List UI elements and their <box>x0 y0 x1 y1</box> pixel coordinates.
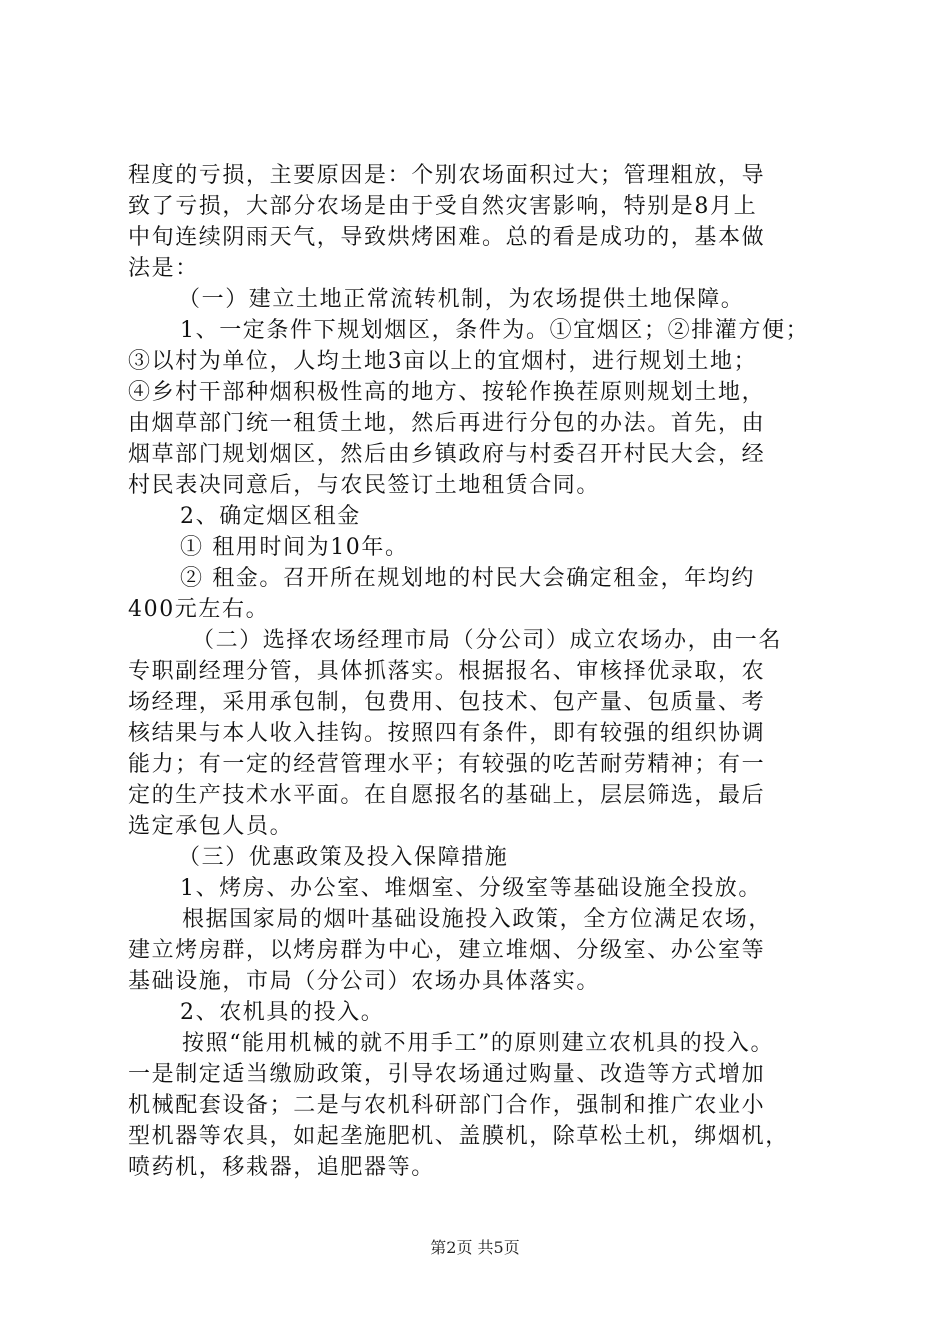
text-line: 建立烤房群，以烤房群为中心，建立堆烟、分级室、办公室等 <box>128 938 766 963</box>
text-line: 型机器等农具，如起垄施肥机、盖膜机，除草松土机，绑烟机， <box>128 1124 789 1149</box>
text-line: 1、一定条件下规划烟区，条件为。①宜烟区；②排灌方便； <box>180 318 810 343</box>
text-line: 专职副经理分管，具体抓落实。根据报名、审核择优录取，农 <box>128 659 766 684</box>
text-line: 场经理，采用承包制，包费用、包技术、包产量、包质量、考 <box>128 690 766 715</box>
text-line: 机械配套设备；二是与农机科研部门合作，强制和推广农业小 <box>128 1093 766 1118</box>
text-line: 核结果与本人收入挂钩。按照四有条件，即有较强的组织协调 <box>128 721 766 746</box>
text-line: 致了亏损，大部分农场是由于受自然灾害影响，特别是8月上 <box>128 194 758 219</box>
text-line: ② 租金。召开所在规划地的村民大会确定租金，年均约 <box>180 566 755 591</box>
text-line: 按照“能用机械的就不用手工”的原则建立农机具的投入。 <box>182 1031 775 1056</box>
text-line: 根据国家局的烟叶基础设施投入政策，全方位满足农场， <box>182 907 773 932</box>
text-line: 程度的亏损，主要原因是：个别农场面积过大；管理粗放，导 <box>128 163 766 188</box>
document-body <box>128 160 848 1183</box>
section-heading-1: （一）建立土地正常流转机制，为农场提供土地保障。 <box>178 287 745 312</box>
text-line: ① 租用时间为10年。 <box>180 535 409 560</box>
text-line: 400元左右。 <box>128 597 270 622</box>
text-line: 选定承包人员。 <box>128 814 294 839</box>
page-number-footer: 第2页 共5页 <box>430 1238 520 1257</box>
text-line: 村民表决同意后，与农民签订土地租赁合同。 <box>128 473 601 498</box>
text-line: 法是： <box>128 256 199 281</box>
text-line: 2、农机具的投入。 <box>180 1000 385 1025</box>
text-line: 由烟草部门统一租赁土地，然后再进行分包的办法。首先，由 <box>128 411 766 436</box>
text-line: 烟草部门规划烟区，然后由乡镇政府与村委召开村民大会，经 <box>128 442 766 467</box>
text-line: ③以村为单位，人均土地3亩以上的宜烟村，进行规划土地； <box>128 349 758 374</box>
text-line: 中旬连续阴雨天气，导致烘烤困难。总的看是成功的，基本做 <box>128 225 766 250</box>
section-heading-2: （二）选择农场经理市局（分公司）成立农场办，由一名 <box>192 628 783 653</box>
text-line: 能力；有一定的经营管理水平；有较强的吃苦耐劳精神；有一 <box>128 752 766 777</box>
text-line: 定的生产技术水平面。在自愿报名的基础上，层层筛选，最后 <box>128 783 766 808</box>
text-line: 一是制定适当缴励政策，引导农场通过购量、改造等方式增加 <box>128 1062 766 1087</box>
section-heading-3: （三）优惠政策及投入保障措施 <box>178 845 509 870</box>
text-line: 1、烤房、办公室、堆烟室、分级室等基础设施全投放。 <box>180 876 762 901</box>
text-line: 2、确定烟区租金 <box>180 504 361 529</box>
text-line: 基础设施，市局（分公司）农场办具体落实。 <box>128 969 601 994</box>
text-line: 喷药机，移栽器，追肥器等。 <box>128 1155 435 1180</box>
text-line: ④乡村干部种烟积极性高的地方、按轮作换茬原则规划土地， <box>128 380 766 405</box>
